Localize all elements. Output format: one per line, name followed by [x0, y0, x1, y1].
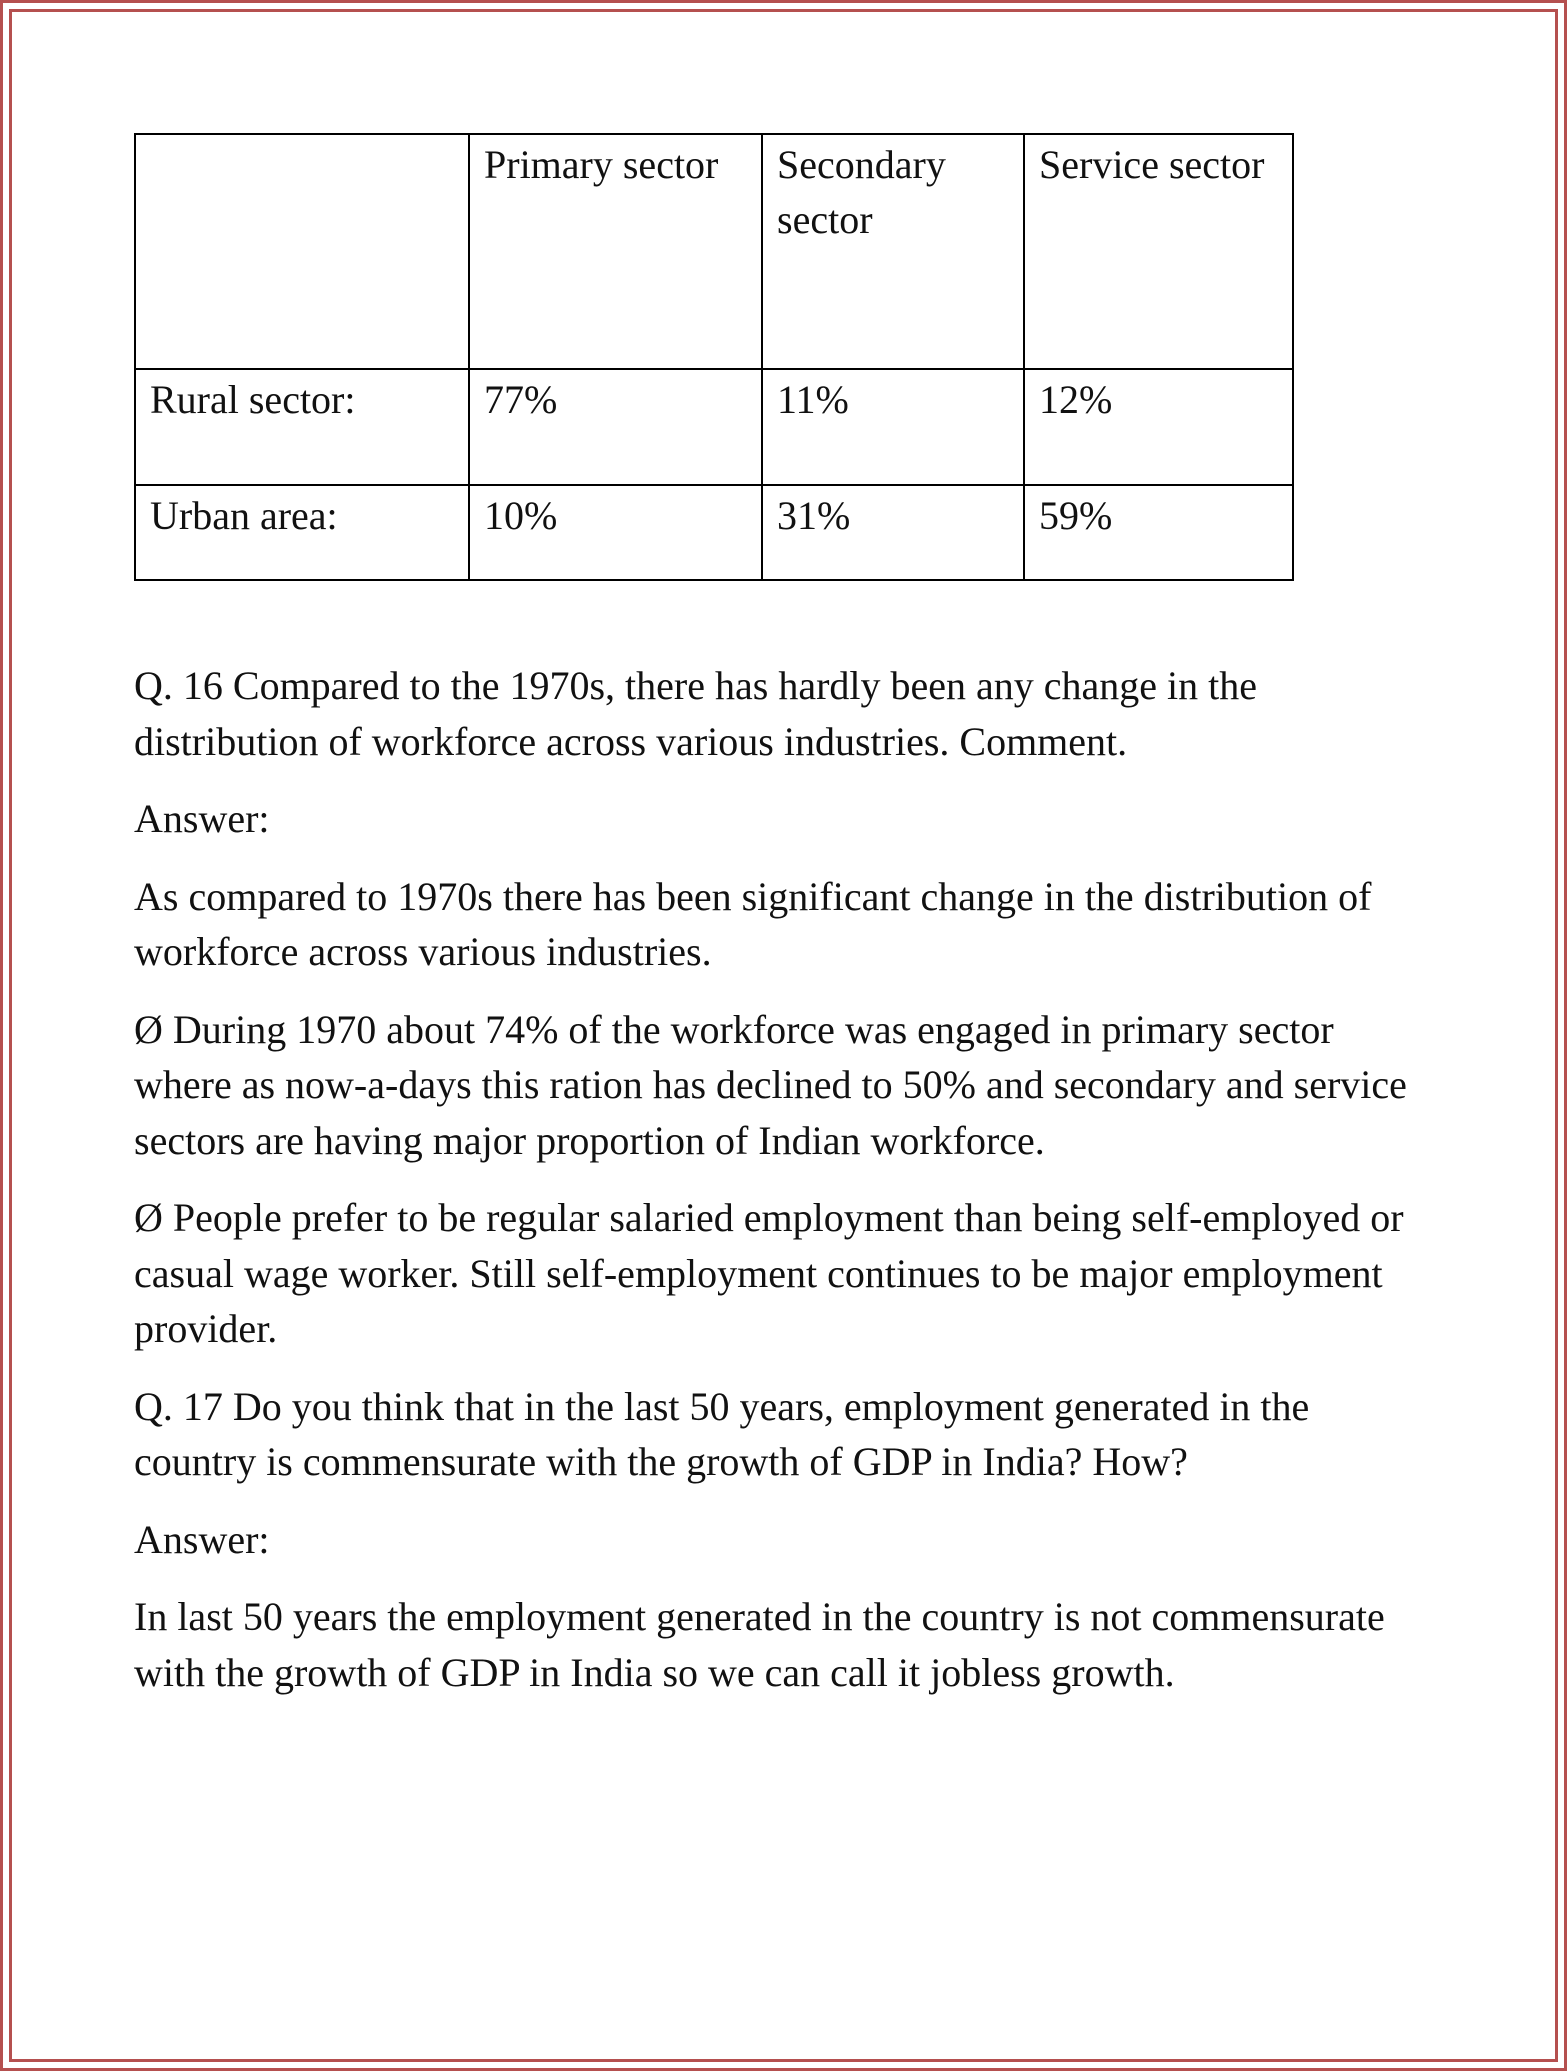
row-label: Urban area: [135, 485, 469, 580]
sector-distribution-table [134, 133, 1294, 581]
table-cell: 10% [469, 485, 762, 580]
table-cell: 31% [762, 485, 1024, 580]
text-body [134, 658, 1434, 1722]
table-header-cell [135, 134, 469, 369]
table-cell: 12% [1024, 369, 1293, 485]
table-header-cell: Primary sector [469, 134, 762, 369]
table-header-cell: Secondary sector [762, 134, 1024, 369]
bullet-paragraph: Ø People prefer to be regular salaried employment than being self-employed or casual wage worker. Still self-employment continues to be major employment provider. [134, 1195, 1404, 1351]
table-row [135, 485, 1293, 580]
table-header-cell: Service sector [1024, 134, 1293, 369]
answer-paragraph: As compared to 1970s there has been significant change in the distribution of workforce across various industries. [134, 873, 1372, 974]
question-16: Q. 16 Compared to the 1970s, there has hardly been any change in the distribution of workforce across various industries. Comment. [134, 663, 1258, 764]
answer-paragraph: In last 50 years the employment generated in the country is not commensurate with the growth of GDP in India so we can call it jobless growth. [134, 1594, 1385, 1695]
question-17: Q. 17 Do you think that in the last 50 years, employment generated in the country is commensurate with the growth of GDP in India? How? [134, 1383, 1310, 1484]
answer-label: Answer: [134, 796, 270, 841]
table-cell: 11% [762, 369, 1024, 485]
table-header-row [135, 134, 1293, 369]
bullet-paragraph: Ø During 1970 about 74% of the workforce was engaged in primary sector where as now-a-days this ration has declined to 50% and secondary and service sectors are having major proportion of Indian workforce. [134, 1006, 1407, 1163]
table-cell: 59% [1024, 485, 1293, 580]
table-row [135, 369, 1293, 485]
row-label: Rural sector: [135, 369, 469, 485]
answer-label: Answer: [134, 1516, 270, 1562]
table-cell: 77% [469, 369, 762, 485]
